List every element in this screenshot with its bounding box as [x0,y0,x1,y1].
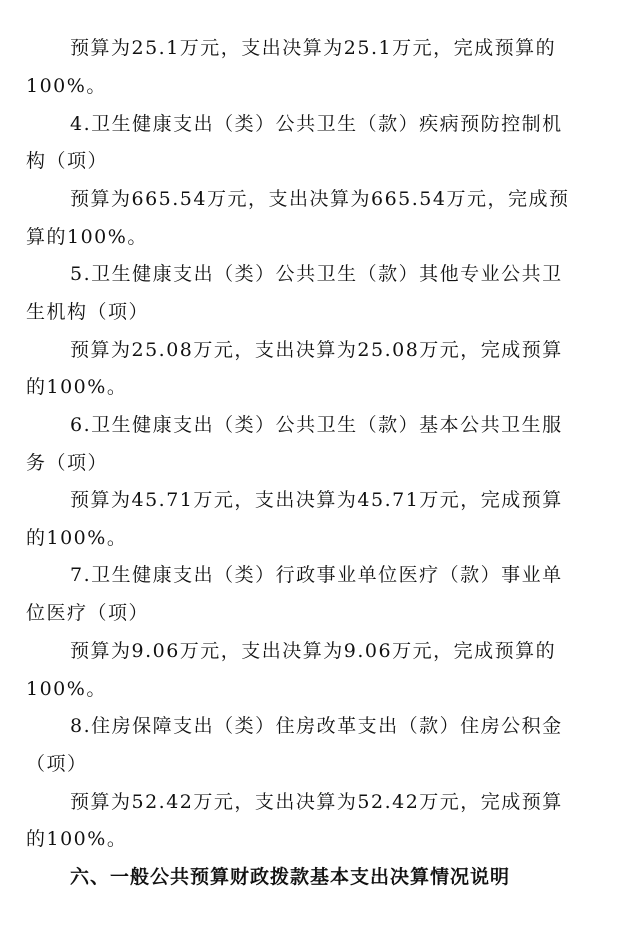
paragraph-line: 构（项） [26,150,109,172]
paragraph-line: 预算为665.54万元，支出决算为665.54万元，完成预 [70,188,570,210]
paragraph-line: （项） [26,753,88,775]
paragraph-line: 算的100%。 [26,226,148,248]
item-heading-4: 4.卫生健康支出（类）公共卫生（款）疾病预防控制机 [70,113,563,135]
paragraph-line: 预算为45.71万元，支出决算为45.71万元，完成预算 [70,489,563,511]
paragraph-line: 100%。 [26,75,107,97]
section-heading: 六、一般公共预算财政拨款基本支出决算情况说明 [70,866,511,888]
paragraph-line: 预算为9.06万元，支出决算为9.06万元，完成预算的 [70,640,557,662]
paragraph-line: 的100%。 [26,828,128,850]
item-heading-5: 5.卫生健康支出（类）公共卫生（款）其他专业公共卫 [70,263,563,285]
paragraph-line: 预算为25.08万元，支出决算为25.08万元，完成预算 [70,339,563,361]
item-heading-8: 8.住房保障支出（类）住房改革支出（款）住房公积金 [70,715,563,737]
paragraph-line: 生机构（项） [26,301,150,323]
paragraph-line: 100%。 [26,678,107,700]
paragraph-line: 的100%。 [26,376,128,398]
paragraph-line: 位医疗（项） [26,602,150,624]
paragraph-line: 预算为52.42万元，支出决算为52.42万元，完成预算 [70,791,563,813]
paragraph-line: 务（项） [26,452,109,474]
item-heading-7: 7.卫生健康支出（类）行政事业单位医疗（款）事业单 [70,564,563,586]
paragraph-line: 的100%。 [26,527,128,549]
paragraph-line: 预算为25.1万元，支出决算为25.1万元，完成预算的 [70,37,557,59]
item-heading-6: 6.卫生健康支出（类）公共卫生（款）基本公共卫生服 [70,414,563,436]
